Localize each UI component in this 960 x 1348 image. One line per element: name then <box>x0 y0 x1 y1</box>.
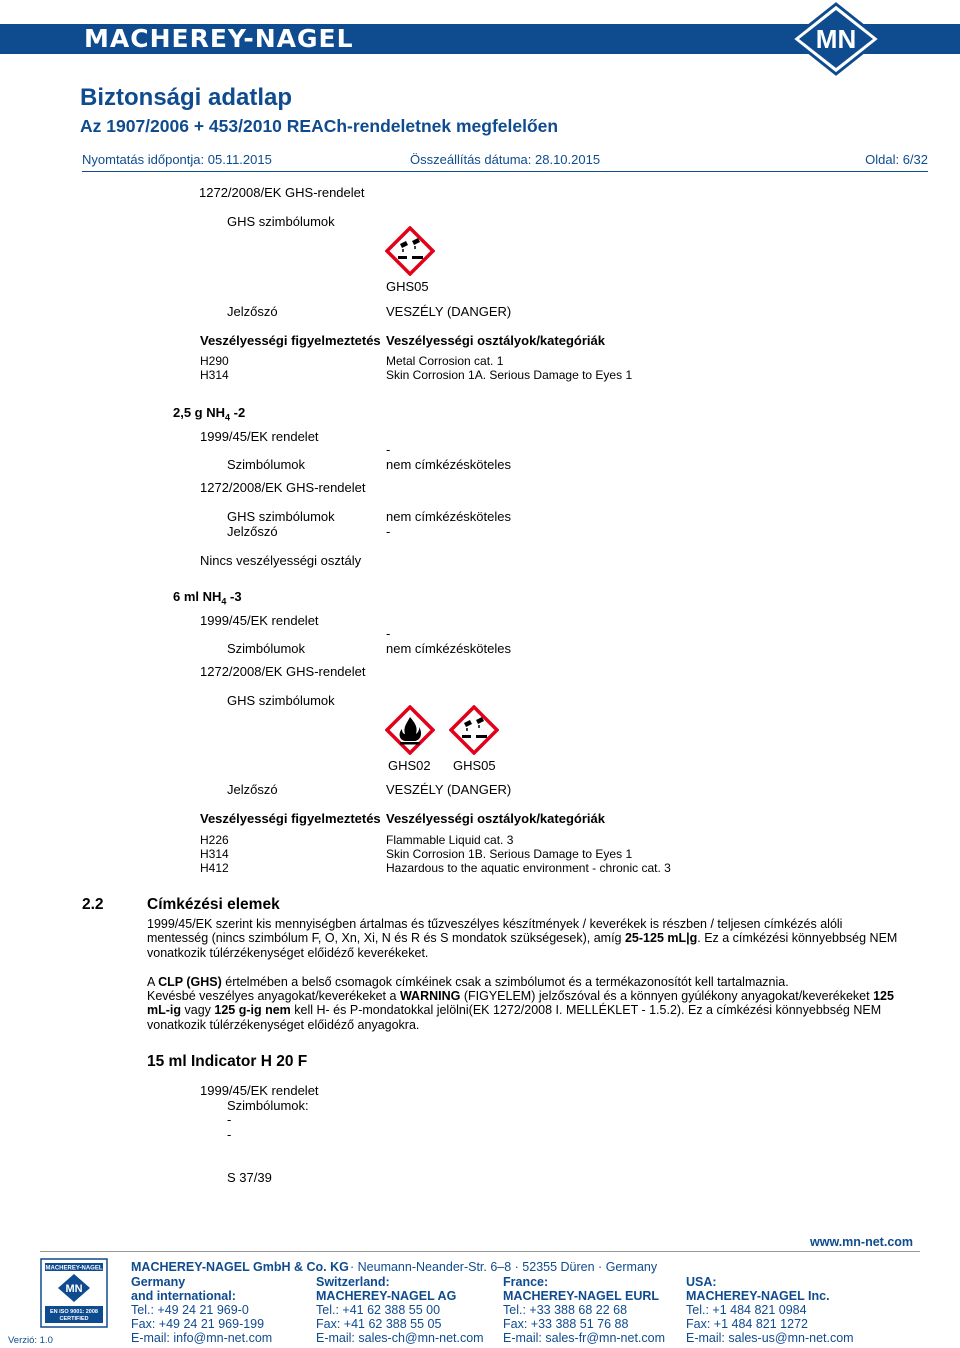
cert-brand-text: MACHEREY-NAGEL <box>45 1265 103 1272</box>
s-phrase: S 37/39 <box>227 1170 272 1185</box>
paragraph-text: 1999/45/EK szerint kis mennyiségben ártalmas és tűzveszélyes készítmények / keverékek is részben / teljesen címkézés alóli mentesség (nincs szimbólum F, O, Xn, Xi, N és R és S mondatok szükségesek), amíg <box>147 917 843 946</box>
hazard-class-header: Veszélyességi osztályok/kategóriák <box>386 811 605 826</box>
iso-certificate-icon <box>40 1258 108 1328</box>
cert-mn-text: MN <box>65 1283 83 1295</box>
component-title <box>173 589 242 607</box>
paragraph-text: értelmében a belső csomagok címkéinek csak a szimbólumot és a termékazonosítót kell tartalmaznia. <box>221 975 789 989</box>
pictogram-code: GHS05 <box>453 758 496 773</box>
component-title-suffix: -3 <box>226 589 242 604</box>
dash-value: - <box>386 442 391 457</box>
footer-line: MACHEREY-NAGEL Inc. <box>686 1289 830 1303</box>
paragraph-text: . Ez a címkézési könnyebbség NEM vonatkozik túlérzékenységet előidéző keverékeket. <box>147 931 898 960</box>
mn-logo-text: MN <box>815 24 857 54</box>
footer-line: Tel.: +1 484 821 0984 <box>686 1303 807 1317</box>
footer-line: France: <box>503 1275 549 1289</box>
website-link[interactable]: www.mn-net.com <box>810 1235 914 1249</box>
footer-line: Tel.: +41 62 388 55 00 <box>316 1303 441 1317</box>
symbols-label: Szimbólumok: <box>227 1098 309 1113</box>
hazard-code: H314 <box>200 368 229 382</box>
signal-word-value: VESZÉLY (DANGER) <box>386 782 512 797</box>
no-hazard-class: Nincs veszélyességi osztály <box>200 553 362 568</box>
ghs-regulation-label: 1272/2008/EK GHS-rendelet <box>200 664 366 679</box>
corrosive-pictogram-icon <box>385 226 435 276</box>
signal-word-label: Jelzőszó <box>227 524 278 539</box>
signal-word-value: - <box>386 524 391 539</box>
hazard-code: H314 <box>200 847 229 861</box>
regulation-1999-label: 1999/45/EK rendelet <box>200 613 319 628</box>
component-title-subscript: 4 <box>221 596 227 607</box>
company-address: · Neumann-Neander-Str. 6–8 · 52355 Düren · Germany <box>350 1260 658 1274</box>
footer-col-switzerland <box>316 1275 484 1345</box>
footer-col-germany <box>131 1275 272 1345</box>
labeling-paragraph-1 <box>147 917 907 960</box>
hazard-class: Flammable Liquid cat. 3 <box>386 833 514 847</box>
header-divider <box>82 171 928 172</box>
compile-date: Összeállítás dátuma: 28.10.2015 <box>410 152 601 167</box>
footer-email[interactable]: E-mail: sales-us@mn-net.com <box>686 1331 854 1345</box>
brand-name: MACHEREY-NAGEL <box>84 24 354 53</box>
signal-word-label: Jelzőszó <box>227 782 278 797</box>
footer-line: MACHEREY-NAGEL EURL <box>503 1289 660 1303</box>
component-title-subscript: 4 <box>225 412 231 423</box>
ghs-regulation-label: 1272/2008/EK GHS-rendelet <box>200 480 366 495</box>
footer-line: Tel.: +33 388 68 22 68 <box>503 1303 628 1317</box>
footer-line: MACHEREY-NAGEL AG <box>316 1289 457 1303</box>
symbols-label: Szimbólumok <box>227 457 306 472</box>
paragraph-text: vagy <box>181 1003 215 1018</box>
corrosive-pictogram-icon <box>449 705 499 755</box>
component-title <box>173 405 245 423</box>
paragraph-text: kell H- és P-mondatokkal jelölni(EK 1272/2008 I. MELLÉKLET - 1.5.2). Ez a címkézési könnyebbség NEM vonatkozik túlérzékenységet előidéző anyagokra. <box>147 1003 882 1032</box>
ghs-symbols-label: GHS szimbólumok <box>227 214 335 229</box>
pictogram-code: GHS02 <box>388 758 431 773</box>
footer-email[interactable]: E-mail: sales-ch@mn-net.com <box>316 1331 484 1345</box>
hazard-class: Metal Corrosion cat. 1 <box>386 354 504 368</box>
document-title: Biztonsági adatlap <box>80 84 293 111</box>
company-name: MACHEREY-NAGEL GmbH & Co. KG <box>131 1260 349 1274</box>
labeling-paragraph-2 <box>147 975 907 989</box>
hazard-class: Hazardous to the aquatic environment - chronic cat. 3 <box>386 861 671 875</box>
footer-line: Switzerland: <box>316 1275 390 1289</box>
paragraph-bold: CLP (GHS) <box>158 975 222 989</box>
paragraph-bold: 125 mL-ig <box>147 989 894 1018</box>
hazard-statement-header: Veszélyességi figyelmeztetés <box>200 333 381 348</box>
component-title-text: 6 ml NH <box>173 589 222 604</box>
footer-line: USA: <box>686 1275 717 1289</box>
mn-logo-icon <box>790 2 882 76</box>
footer-line: Fax: +1 484 821 1272 <box>686 1317 808 1331</box>
symbols-value: nem címkézésköteles <box>386 641 511 656</box>
paragraph-text: A <box>147 975 159 989</box>
dash-value: - <box>227 1112 232 1127</box>
hazard-code: H412 <box>200 861 229 875</box>
hazard-class-header: Veszélyességi osztályok/kategóriák <box>386 333 605 348</box>
hazard-statement-header: Veszélyességi figyelmeztetés <box>200 811 381 826</box>
footer-divider <box>40 1251 920 1252</box>
footer-line: Germany <box>131 1275 186 1289</box>
paragraph-text: (FIGYELEM) jelzőszóval és a könnyen gyúlékony anyagokat/keverékeket <box>460 989 874 1003</box>
footer-line: and international: <box>131 1289 236 1303</box>
cert-iso-text: EN ISO 9001: 2008 <box>49 1309 99 1315</box>
flame-pictogram-icon <box>385 705 435 755</box>
page-number: Oldal: 6/32 <box>865 152 928 167</box>
regulation-1999-label: 1999/45/EK rendelet <box>200 429 319 444</box>
version-label: Verzió: 1.0 <box>8 1335 53 1346</box>
signal-word-value: VESZÉLY (DANGER) <box>386 304 512 319</box>
footer-line: Fax: +33 388 51 76 88 <box>503 1317 629 1331</box>
footer-col-france <box>503 1275 665 1345</box>
symbols-label: Szimbólumok <box>227 641 306 656</box>
labeling-paragraph-3 <box>147 989 907 1032</box>
footer-line: Fax: +49 24 21 969-199 <box>131 1317 265 1331</box>
ghs-symbols-value: nem címkézésköteles <box>386 509 511 524</box>
symbols-value: nem címkézésköteles <box>386 457 511 472</box>
footer-email[interactable]: E-mail: info@mn-net.com <box>131 1331 273 1345</box>
cert-word-text: CERTIFIED <box>59 1316 89 1322</box>
regulation-1999-label: 1999/45/EK rendelet <box>200 1083 319 1098</box>
hazard-code: H226 <box>200 833 229 847</box>
hazard-code: H290 <box>200 354 229 368</box>
product-title: 15 ml Indicator H 20 F <box>147 1053 308 1070</box>
footer-email[interactable]: E-mail: sales-fr@mn-net.com <box>503 1331 666 1345</box>
dash-value: - <box>227 1127 232 1142</box>
print-date: Nyomtatás időpontja: 05.11.2015 <box>82 152 272 167</box>
paragraph-bold: WARNING <box>399 989 461 1003</box>
paragraph-bold: 25-125 mL|g <box>624 931 698 946</box>
pictogram-code: GHS05 <box>386 279 429 294</box>
footer-line: Fax: +41 62 388 55 05 <box>316 1317 442 1331</box>
document-subtitle: Az 1907/2006 + 453/2010 REACh-rendeletnek megfelelően <box>80 116 559 136</box>
section-number: 2.2 <box>82 896 104 913</box>
component-title-suffix: -2 <box>230 405 246 420</box>
paragraph-bold: 125 g-ig nem <box>214 1003 291 1018</box>
ghs-symbols-label: GHS szimbólumok <box>227 693 335 708</box>
hazard-class: Skin Corrosion 1B. Serious Damage to Eyes 1 <box>386 847 633 861</box>
footer-line: Tel.: +49 24 21 969-0 <box>131 1303 249 1317</box>
ghs-regulation-label: 1272/2008/EK GHS-rendelet <box>199 185 365 200</box>
component-title-text: 2,5 g NH <box>173 405 226 420</box>
footer-col-usa <box>686 1275 854 1345</box>
ghs-symbols-label: GHS szimbólumok <box>227 509 335 524</box>
hazard-class: Skin Corrosion 1A. Serious Damage to Eyes 1 <box>386 368 633 382</box>
paragraph-text: Kevésbé veszélyes anyagokat/keverékeket a <box>147 989 400 1003</box>
dash-value: - <box>386 626 391 641</box>
signal-word-label: Jelzőszó <box>227 304 278 319</box>
section-title: Címkézési elemek <box>147 896 280 913</box>
